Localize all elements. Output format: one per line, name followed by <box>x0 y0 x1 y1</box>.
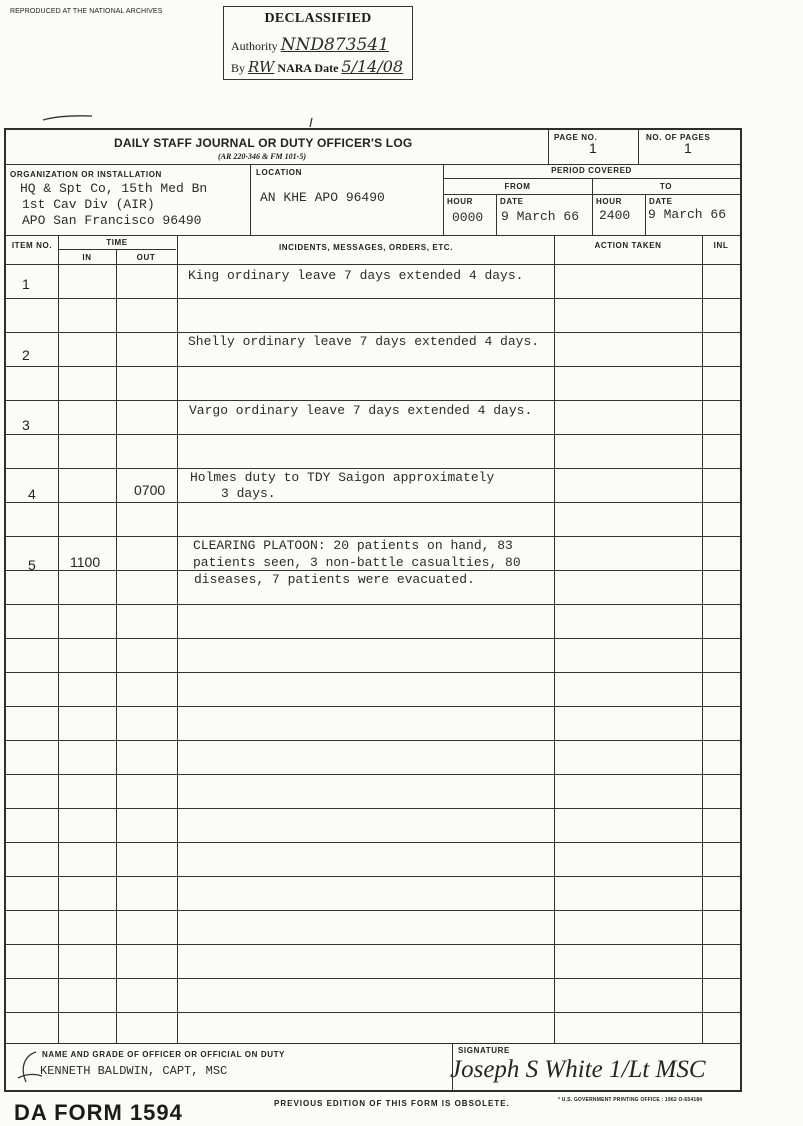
archive-note: REPRODUCED AT THE NATIONAL ARCHIVES <box>10 8 163 15</box>
incidents-label: INCIDENTS, MESSAGES, ORDERS, ETC. <box>278 243 454 252</box>
entry-4-line-1: Holmes duty to TDY Saigon approximately <box>190 470 495 485</box>
stamp-nara-date-label: NARA Date <box>277 61 339 75</box>
organization-label: ORGANIZATION OR INSTALLATION <box>10 170 162 179</box>
from-date-value: 9 March 66 <box>501 209 580 224</box>
entry-4-item: 4 <box>28 486 36 502</box>
entry-1-item: 1 <box>22 276 30 292</box>
to-hour-label: HOUR <box>596 197 622 206</box>
entry-4-time-out: 0700 <box>134 482 166 498</box>
form-title: DAILY STAFF JOURNAL OR DUTY OFFICER'S LOG <box>114 136 413 150</box>
action-taken-label: ACTION TAKEN <box>594 241 662 250</box>
time-out-label: OUT <box>136 253 156 262</box>
entry-4-line-2: 3 days. <box>221 486 276 501</box>
stamp-authority-line <box>231 35 389 55</box>
stamp-authority-label: Authority <box>231 39 278 53</box>
from-date-label: DATE <box>500 197 524 206</box>
signature-label: SIGNATURE <box>458 1046 510 1055</box>
officer-label: NAME AND GRADE OF OFFICER OR OFFICIAL ON DUTY <box>42 1050 285 1059</box>
entry-5-line-3: diseases, 7 patients were evacuated. <box>194 572 475 587</box>
edition-note: PREVIOUS EDITION OF THIS FORM IS OBSOLETE. <box>274 1099 510 1108</box>
from-hour-label: HOUR <box>447 197 473 206</box>
entry-5-item: 5 <box>28 557 36 573</box>
entry-2-item: 2 <box>22 347 30 363</box>
inl-label: INL <box>713 241 729 250</box>
no-of-pages-label: NO. OF PAGES <box>646 133 711 142</box>
no-of-pages-value: 1 <box>684 140 692 156</box>
page-no-value: 1 <box>589 140 597 156</box>
form-number-text: DA FORM 1594 <box>14 1100 183 1125</box>
entry-5-time-in: 1100 <box>70 554 101 570</box>
organization-line-3: APO San Francisco 96490 <box>22 213 202 228</box>
stamp-by-value: RW <box>248 58 275 76</box>
daily-staff-journal-form <box>4 128 742 1092</box>
to-hour-value: 2400 <box>599 208 631 223</box>
to-date-value: 9 March 66 <box>648 207 727 222</box>
stamp-authority-value: NND873541 <box>280 35 389 55</box>
pen-marks <box>40 110 340 130</box>
officer-value: KENNETH BALDWIN, CAPT, MSC <box>40 1064 228 1078</box>
time-label: TIME <box>106 238 128 247</box>
period-covered-label: PERIOD COVERED <box>551 166 632 175</box>
from-hour-value: 0000 <box>452 210 484 225</box>
location-label: LOCATION <box>256 168 302 177</box>
location-value: AN KHE APO 96490 <box>260 190 385 205</box>
to-date-label: DATE <box>649 197 673 206</box>
entry-5-line-2: patients seen, 3 non-battle casualties, 80 <box>193 555 521 570</box>
page-no-label: PAGE NO. <box>554 133 598 142</box>
entry-3-item: 3 <box>22 417 30 433</box>
from-label: FROM <box>504 182 531 191</box>
stamp-by-label: By <box>231 61 246 75</box>
stamp-nara-date-value: 5/14/08 <box>341 57 404 76</box>
entry-3-line-1: Vargo ordinary leave 7 days extended 4 days. <box>189 403 533 418</box>
organization-line-1: HQ & Spt Co, 15th Med Bn <box>20 181 208 196</box>
entry-1-line-1: King ordinary leave 7 days extended 4 days. <box>188 268 524 283</box>
form-number <box>14 1100 183 1126</box>
to-label: TO <box>659 182 673 191</box>
entry-5-line-1: CLEARING PLATOON: 20 patients on hand, 83 <box>193 538 513 553</box>
signature-value: Joseph S White 1/Lt MSC <box>450 1056 706 1083</box>
form-reference: (AR 220-346 & FM 101-5) <box>218 152 306 161</box>
printing-note: * U.S. GOVERNMENT PRINTING OFFICE : 1962 O-654184 <box>558 1097 703 1103</box>
entry-2-line-1: Shelly ordinary leave 7 days extended 4 days. <box>188 334 540 349</box>
stamp-title: DECLASSIFIED <box>264 11 372 26</box>
organization-line-2: 1st Cav Div (AIR) <box>22 197 155 212</box>
item-no-label: ITEM NO. <box>11 241 53 250</box>
stamp-by-line <box>231 57 403 76</box>
declassified-stamp <box>223 6 413 80</box>
time-in-label: IN <box>82 253 92 262</box>
initials-mark <box>12 1048 52 1088</box>
